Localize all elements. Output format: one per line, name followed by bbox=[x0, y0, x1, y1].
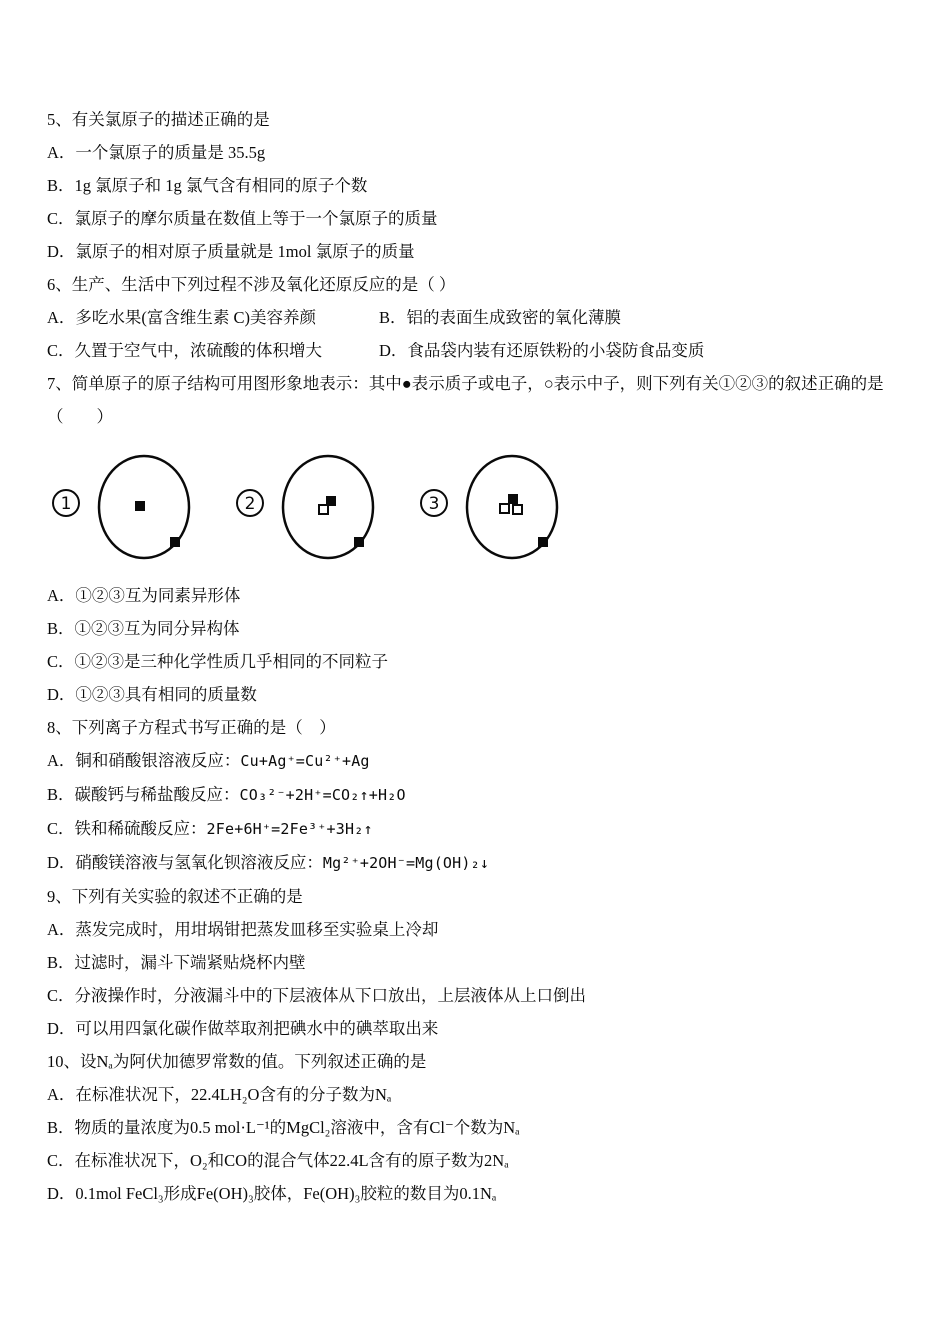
electron-dot bbox=[538, 537, 548, 547]
electron-dot bbox=[170, 537, 180, 547]
atom-diagram-3 bbox=[419, 449, 569, 567]
question-5-option-a: A．一个氯原子的质量是 35.5g bbox=[47, 143, 266, 162]
question-10-option-b: B．物质的量浓度为0.5 mol·L⁻¹的MgCl₂溶液中，含有Cl⁻个数为Nₐ bbox=[47, 1118, 520, 1137]
question-block-9 bbox=[47, 880, 908, 1045]
question-8-stem: 8、下列离子方程式书写正确的是（ ） bbox=[47, 718, 336, 737]
question-9-stem: 9、下列有关实验的叙述不正确的是 bbox=[47, 887, 303, 906]
option-text: D．硝酸镁溶液与氢氧化钡溶液反应： bbox=[47, 853, 323, 872]
question-9-option-a: A．蒸发完成时，用坩埚钳把蒸发皿移至实验桌上冷却 bbox=[47, 920, 439, 939]
question-block-10 bbox=[47, 1045, 908, 1210]
proton-dot bbox=[135, 501, 145, 511]
electron-dot bbox=[354, 537, 364, 547]
ionic-equation: Cu+Ag⁺=Cu²⁺+Ag bbox=[240, 752, 370, 770]
question-6-option-b: B．铝的表面生成致密的氧化薄膜 bbox=[379, 308, 622, 327]
question-8-option-c bbox=[47, 812, 908, 846]
question-7-option-c: C．①②③是三种化学性质几乎相同的不同粒子 bbox=[47, 652, 389, 671]
question-6-option-d: D．食品袋内装有还原铁粉的小袋防食品变质 bbox=[379, 341, 705, 360]
question-7-stem-line2: （ ） bbox=[47, 407, 113, 426]
option-text: C．铁和稀硫酸反应： bbox=[47, 819, 207, 838]
neutron-dot bbox=[319, 505, 328, 514]
proton-dot bbox=[508, 494, 518, 504]
question-7-option-d: D．①②③具有相同的质量数 bbox=[47, 685, 257, 704]
option-text: A．铜和硝酸银溶液反应： bbox=[47, 751, 241, 770]
atom-diagram-2 bbox=[235, 449, 385, 567]
ionic-equation: Mg²⁺+2OH⁻=Mg(OH)₂↓ bbox=[322, 854, 490, 872]
question-6-option-c: C．久置于空气中，浓硫酸的体积增大 bbox=[47, 341, 323, 360]
neutron-dot bbox=[513, 505, 522, 514]
question-5-option-d: D．氯原子的相对原子质量就是 1mol 氯原子的质量 bbox=[47, 242, 415, 261]
atom-2-figure bbox=[235, 449, 385, 567]
question-5-stem: 5、有关氯原子的描述正确的是 bbox=[47, 110, 270, 129]
question-5-option-c: C．氯原子的摩尔质量在数值上等于一个氯原子的质量 bbox=[47, 209, 438, 228]
question-7-stem-line1: 7、简单原子的原子结构可用图形象地表示：其中●表示质子或电子，○表示中子，则下列有关①②③的叙述正确的是 bbox=[47, 374, 884, 393]
question-10-option-a: A．在标准状况下，22.4LH₂O含有的分子数为Nₐ bbox=[47, 1085, 392, 1104]
question-10-option-c: C．在标准状况下，O₂和CO的混合气体22.4L含有的原子数为2Nₐ bbox=[47, 1151, 509, 1170]
atom-3-figure bbox=[419, 449, 569, 567]
question-5-option-b: B．1g 氯原子和 1g 氯气含有相同的原子个数 bbox=[47, 176, 368, 195]
question-block-5 bbox=[47, 103, 908, 268]
question-8-option-a bbox=[47, 744, 908, 778]
atom-diagram-1 bbox=[51, 449, 201, 567]
question-block-6 bbox=[47, 268, 908, 367]
question-8-option-b bbox=[47, 778, 908, 812]
question-block-7 bbox=[47, 367, 908, 711]
neutron-dot bbox=[500, 504, 509, 513]
question-8-option-d bbox=[47, 846, 908, 880]
circled-label-3-digit: 3 bbox=[428, 494, 440, 514]
question-7-option-a: A．①②③互为同素异形体 bbox=[47, 586, 241, 605]
question-9-option-b: B．过滤时，漏斗下端紧贴烧杯内壁 bbox=[47, 953, 306, 972]
atom-1-figure bbox=[51, 449, 201, 567]
question-6-option-a: A．多吃水果(富含维生素 C)美容养颜 bbox=[47, 308, 317, 327]
circled-label-1-digit: 1 bbox=[60, 494, 72, 514]
question-7-option-b: B．①②③互为同分异构体 bbox=[47, 619, 240, 638]
question-6-options-row-2 bbox=[47, 334, 908, 367]
atom-structure-diagrams bbox=[51, 449, 908, 567]
question-6-stem: 6、生产、生活中下列过程不涉及氧化还原反应的是（ ） bbox=[47, 275, 456, 294]
question-9-option-c: C．分液操作时，分液漏斗中的下层液体从下口放出，上层液体从上口倒出 bbox=[47, 986, 587, 1005]
circled-label-2-digit: 2 bbox=[244, 494, 256, 514]
question-10-stem: 10、设Nₐ为阿伏加德罗常数的值。下列叙述正确的是 bbox=[47, 1052, 427, 1071]
ionic-equation: CO₃²⁻+2H⁺=CO₂↑+H₂O bbox=[239, 786, 406, 804]
question-10-option-d: D．0.1mol FeCl₃形成Fe(OH)₃胶体，Fe(OH)₃胶粒的数目为0.1Nₐ bbox=[47, 1184, 497, 1203]
question-block-8 bbox=[47, 711, 908, 880]
question-6-options-row-1 bbox=[47, 301, 908, 334]
ionic-equation: 2Fe+6H⁺=2Fe³⁺+3H₂↑ bbox=[206, 820, 373, 838]
question-9-option-d: D．可以用四氯化碳作做萃取剂把碘水中的碘萃取出来 bbox=[47, 1019, 439, 1038]
option-text: B．碳酸钙与稀盐酸反应： bbox=[47, 785, 240, 804]
